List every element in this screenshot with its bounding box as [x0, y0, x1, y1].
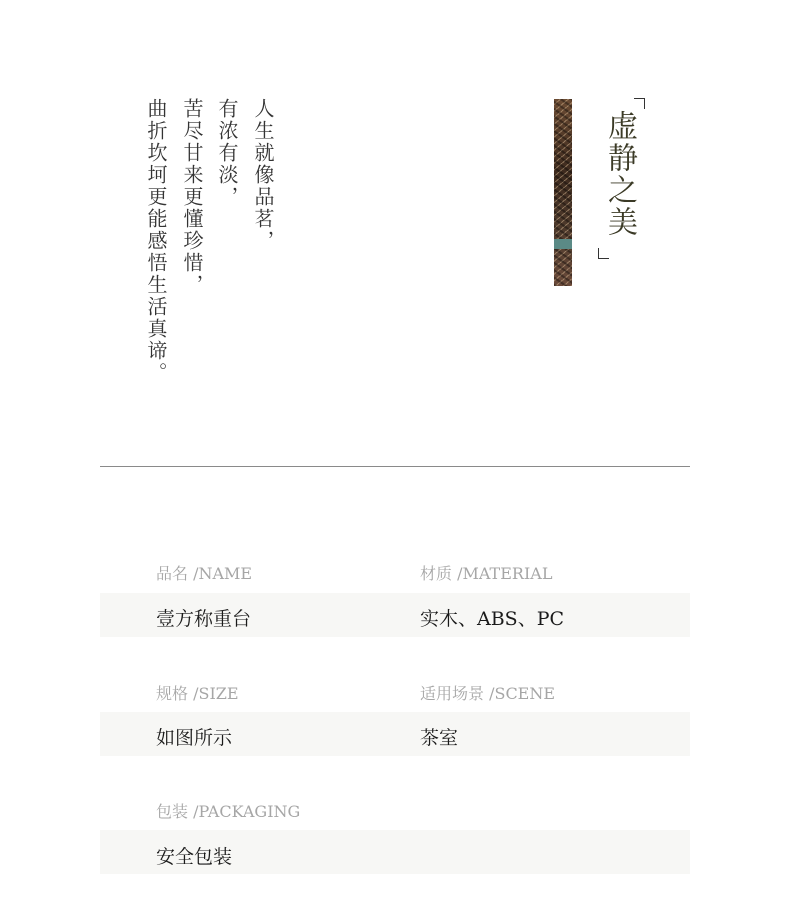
corner-bracket-close-icon	[598, 248, 609, 259]
poem-line-2: 有浓有淡，	[215, 98, 239, 208]
poem-line-4: 曲折坎坷更能感悟生活真谛。	[144, 98, 168, 384]
spec-label-name: 品名 /NAME	[156, 564, 253, 583]
section-title: 虚静之美	[602, 110, 637, 238]
spec-value-scene: 茶室	[420, 727, 459, 749]
tea-photo-strip	[554, 99, 572, 286]
spec-label-scene: 适用场景 /SCENE	[420, 684, 556, 703]
poem-line-1: 人生就像品茗，	[251, 98, 275, 252]
spec-label-packaging: 包装 /PACKAGING	[156, 802, 301, 821]
teal-accent	[554, 239, 572, 249]
spec-label-size: 规格 /SIZE	[156, 684, 239, 703]
corner-bracket-open-icon	[634, 98, 645, 109]
spec-value-packaging: 安全包装	[156, 846, 233, 868]
spec-value-name: 壹方称重台	[156, 608, 252, 630]
spec-value-material: 实木、ABS、PC	[420, 608, 565, 630]
poem-line-3: 苦尽甘来更懂珍惜，	[180, 98, 204, 296]
section-divider	[100, 466, 690, 467]
spec-label-material: 材质 /MATERIAL	[420, 564, 553, 583]
spec-value-size: 如图所示	[156, 727, 233, 749]
